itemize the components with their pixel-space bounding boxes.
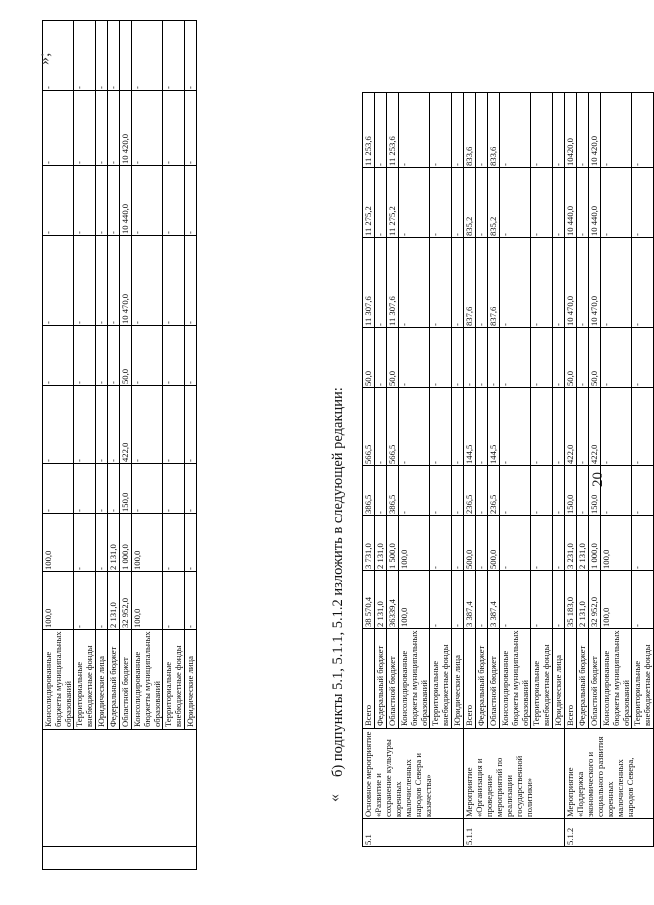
value-cell: - bbox=[464, 328, 476, 388]
value-cell: - bbox=[132, 464, 163, 514]
value-cell: - bbox=[375, 466, 387, 516]
value-cell: 50,0 bbox=[589, 328, 601, 388]
value-cell: - bbox=[452, 238, 464, 328]
value-cell: - bbox=[108, 326, 120, 386]
value-cell: - bbox=[632, 238, 654, 328]
value-cell: 386,5 bbox=[387, 466, 399, 516]
value-cell: 100,0 bbox=[601, 571, 632, 629]
value-cell: - bbox=[43, 21, 74, 91]
value-cell: - bbox=[43, 464, 74, 514]
bottom-table bbox=[362, 92, 654, 847]
item-name: Мероприятие «Организация и проведение мероприятий по реализации государственной политики» bbox=[464, 729, 565, 819]
value-cell: - bbox=[553, 571, 565, 629]
value-cell: - bbox=[74, 236, 96, 326]
value-cell: - bbox=[399, 93, 430, 168]
value-cell: 1 000,0 bbox=[589, 516, 601, 571]
value-cell: 422,0 bbox=[120, 386, 132, 464]
value-cell: - bbox=[163, 386, 185, 464]
value-cell: - bbox=[399, 238, 430, 328]
value-cell: 32 952,0 bbox=[120, 572, 132, 630]
source-label: Территориальные внебюджетные фонды bbox=[163, 630, 185, 730]
source-label: Юридические лица bbox=[553, 629, 565, 729]
value-cell: 10 440,0 bbox=[589, 168, 601, 238]
value-cell: - bbox=[430, 93, 452, 168]
value-cell: - bbox=[553, 388, 565, 466]
value-cell: - bbox=[185, 326, 197, 386]
value-cell: - bbox=[74, 166, 96, 236]
value-cell: - bbox=[476, 328, 488, 388]
value-cell: - bbox=[108, 464, 120, 514]
value-cell: - bbox=[553, 516, 565, 571]
value-cell: 835,2 bbox=[464, 168, 476, 238]
value-cell: - bbox=[74, 572, 96, 630]
value-cell: 11 275,2 bbox=[363, 168, 375, 238]
value-cell: 10 470,0 bbox=[589, 238, 601, 328]
value-cell: - bbox=[488, 328, 500, 388]
value-cell: - bbox=[531, 516, 553, 571]
value-cell: - bbox=[452, 388, 464, 466]
value-cell: - bbox=[577, 388, 589, 466]
value-cell: 236,5 bbox=[488, 466, 500, 516]
value-cell: - bbox=[452, 466, 464, 516]
value-cell: - bbox=[500, 466, 531, 516]
source-label: Юридические лица bbox=[96, 630, 108, 730]
value-cell: - bbox=[375, 388, 387, 466]
value-cell: - bbox=[163, 91, 185, 166]
value-cell: 1 000,0 bbox=[120, 514, 132, 572]
value-cell: - bbox=[452, 93, 464, 168]
value-cell: - bbox=[132, 326, 163, 386]
value-cell: - bbox=[531, 571, 553, 629]
value-cell: - bbox=[96, 464, 108, 514]
value-cell: - bbox=[185, 166, 197, 236]
value-cell: - bbox=[632, 571, 654, 629]
value-cell: 2 131,0 bbox=[577, 516, 589, 571]
table-row bbox=[43, 21, 74, 870]
source-label: Федеральный бюджет bbox=[476, 629, 488, 729]
value-cell: - bbox=[452, 571, 464, 629]
source-label: Областной бюджет bbox=[488, 629, 500, 729]
value-cell: 10 470,0 bbox=[120, 236, 132, 326]
value-cell: - bbox=[74, 386, 96, 464]
value-cell: - bbox=[500, 328, 531, 388]
value-cell: - bbox=[531, 168, 553, 238]
value-cell: - bbox=[632, 328, 654, 388]
value-cell: 422,0 bbox=[565, 388, 577, 466]
value-cell: 38 570,4 bbox=[363, 571, 375, 629]
value-cell: - bbox=[430, 571, 452, 629]
value-cell: 150,0 bbox=[565, 466, 577, 516]
value-cell: 500,0 bbox=[464, 516, 476, 571]
value-cell: - bbox=[74, 21, 96, 91]
value-cell: - bbox=[163, 464, 185, 514]
value-cell: 566,5 bbox=[387, 388, 399, 466]
value-cell: 833,6 bbox=[464, 93, 476, 168]
value-cell: - bbox=[132, 166, 163, 236]
item-number: 5.1.1 bbox=[464, 819, 565, 847]
value-cell: - bbox=[108, 166, 120, 236]
value-cell: - bbox=[96, 236, 108, 326]
value-cell: 11 275,2 bbox=[387, 168, 399, 238]
close-quote: »; bbox=[36, 52, 53, 65]
value-cell: - bbox=[601, 93, 632, 168]
value-cell: 150,0 bbox=[589, 466, 601, 516]
value-cell: - bbox=[500, 238, 531, 328]
value-cell: 11 307,6 bbox=[363, 238, 375, 328]
value-cell: - bbox=[185, 572, 197, 630]
value-cell: - bbox=[96, 91, 108, 166]
value-cell: - bbox=[577, 328, 589, 388]
item-number: 5.1.2 bbox=[565, 819, 654, 847]
table-row bbox=[464, 93, 476, 847]
value-cell: - bbox=[476, 238, 488, 328]
value-cell: 1 500,0 bbox=[387, 516, 399, 571]
value-cell: 100,0 bbox=[399, 516, 430, 571]
value-cell: 11 253,6 bbox=[363, 93, 375, 168]
value-cell: - bbox=[601, 388, 632, 466]
value-cell: - bbox=[476, 516, 488, 571]
value-cell: - bbox=[632, 168, 654, 238]
value-cell: 11 253,6 bbox=[387, 93, 399, 168]
source-label: Областной бюджет bbox=[589, 629, 601, 729]
top-table bbox=[42, 20, 197, 870]
value-cell: - bbox=[452, 168, 464, 238]
value-cell: 386,5 bbox=[363, 466, 375, 516]
source-label: Консолидированные бюджеты муниципальных образований bbox=[601, 629, 632, 729]
value-cell: 422,0 bbox=[589, 388, 601, 466]
value-cell: - bbox=[132, 386, 163, 464]
value-cell: - bbox=[476, 93, 488, 168]
value-cell: - bbox=[399, 328, 430, 388]
value-cell: - bbox=[553, 238, 565, 328]
source-label: Территориальные внебюджетные фонды bbox=[632, 629, 654, 729]
value-cell: - bbox=[185, 514, 197, 572]
value-cell: - bbox=[74, 514, 96, 572]
value-cell: - bbox=[185, 91, 197, 166]
value-cell: 32 952,0 bbox=[589, 571, 601, 629]
item-number: 5.1 bbox=[363, 819, 464, 847]
value-cell: 11 307,6 bbox=[387, 238, 399, 328]
value-cell: 144,5 bbox=[488, 388, 500, 466]
value-cell: 3 731,0 bbox=[363, 516, 375, 571]
value-cell: - bbox=[632, 516, 654, 571]
value-cell: - bbox=[531, 466, 553, 516]
value-cell: - bbox=[577, 238, 589, 328]
value-cell: - bbox=[399, 466, 430, 516]
value-cell: - bbox=[476, 466, 488, 516]
source-label: Федеральный бюджет bbox=[108, 630, 120, 730]
source-label: Всего bbox=[565, 629, 577, 729]
value-cell: - bbox=[531, 328, 553, 388]
value-cell: - bbox=[476, 388, 488, 466]
table-row bbox=[565, 93, 577, 847]
value-cell: 10420,0 bbox=[565, 93, 577, 168]
source-label: Всего bbox=[363, 629, 375, 729]
value-cell: 236,5 bbox=[464, 466, 476, 516]
value-cell: - bbox=[577, 93, 589, 168]
value-cell: - bbox=[74, 91, 96, 166]
value-cell: - bbox=[577, 466, 589, 516]
value-cell: - bbox=[163, 21, 185, 91]
value-cell: - bbox=[430, 388, 452, 466]
value-cell: 10 440,0 bbox=[120, 166, 132, 236]
source-label: Областной бюджет bbox=[387, 629, 399, 729]
value-cell: - bbox=[430, 238, 452, 328]
source-label: Территориальные внебюджетные фонды bbox=[74, 630, 96, 730]
value-cell: - bbox=[96, 166, 108, 236]
value-cell: - bbox=[96, 514, 108, 572]
value-cell: - bbox=[500, 93, 531, 168]
value-cell: - bbox=[108, 236, 120, 326]
value-cell: - bbox=[430, 328, 452, 388]
caption-text: б) подпункты 5.1, 5.1.1, 5.1.2 изложить в следующей редакции: bbox=[330, 387, 346, 777]
value-cell: 50,0 bbox=[387, 328, 399, 388]
source-label: Областной бюджет bbox=[120, 630, 132, 730]
value-cell: 150,0 bbox=[120, 464, 132, 514]
value-cell: - bbox=[163, 572, 185, 630]
value-cell: - bbox=[43, 386, 74, 464]
value-cell: - bbox=[43, 166, 74, 236]
value-cell: - bbox=[399, 168, 430, 238]
value-cell: - bbox=[163, 166, 185, 236]
source-label: Юридические лица bbox=[185, 630, 197, 730]
empty-num-cell bbox=[43, 847, 197, 870]
value-cell: 3 231,0 bbox=[565, 516, 577, 571]
item-name: Основное мероприятие «Развитие и сохранение культуры коренных малочисленных народов Севера и казачества» bbox=[363, 729, 464, 819]
value-cell: - bbox=[96, 326, 108, 386]
empty-name-cell bbox=[43, 730, 197, 847]
value-cell: - bbox=[132, 91, 163, 166]
value-cell: 36339,4 bbox=[387, 571, 399, 629]
value-cell: 50,0 bbox=[363, 328, 375, 388]
value-cell: 10 420,0 bbox=[120, 91, 132, 166]
value-cell: - bbox=[399, 388, 430, 466]
value-cell: - bbox=[601, 238, 632, 328]
value-cell: - bbox=[43, 236, 74, 326]
value-cell: - bbox=[96, 572, 108, 630]
source-label: Территориальные внебюджетные фонды bbox=[430, 629, 452, 729]
value-cell: - bbox=[500, 168, 531, 238]
value-cell: - bbox=[531, 238, 553, 328]
value-cell: 2 131,0 bbox=[108, 572, 120, 630]
open-quote: « bbox=[326, 794, 343, 802]
value-cell: 144,5 bbox=[464, 388, 476, 466]
value-cell: 35 183,0 bbox=[565, 571, 577, 629]
value-cell: - bbox=[632, 388, 654, 466]
value-cell: - bbox=[531, 388, 553, 466]
value-cell: 500,0 bbox=[488, 516, 500, 571]
value-cell: 100,0 bbox=[43, 514, 74, 572]
value-cell: - bbox=[132, 21, 163, 91]
value-cell: 3 387,4 bbox=[464, 571, 476, 629]
value-cell: 566,5 bbox=[363, 388, 375, 466]
value-cell: - bbox=[96, 21, 108, 91]
value-cell: 100,0 bbox=[399, 571, 430, 629]
value-cell: 100,0 bbox=[43, 572, 74, 630]
value-cell: 10 470,0 bbox=[565, 238, 577, 328]
value-cell: 2 131,0 bbox=[375, 516, 387, 571]
value-cell: - bbox=[108, 91, 120, 166]
value-cell: - bbox=[96, 386, 108, 464]
value-cell: 833,6 bbox=[488, 93, 500, 168]
value-cell: - bbox=[375, 168, 387, 238]
value-cell: - bbox=[74, 464, 96, 514]
value-cell: - bbox=[577, 168, 589, 238]
value-cell: 2 131,0 bbox=[577, 571, 589, 629]
value-cell: - bbox=[430, 466, 452, 516]
value-cell: - bbox=[375, 238, 387, 328]
source-label: Консолидированные бюджеты муниципальных образований bbox=[43, 630, 74, 730]
value-cell: - bbox=[132, 236, 163, 326]
value-cell: 10 440,0 bbox=[565, 168, 577, 238]
source-label: Территориальные внебюджетные фонды bbox=[531, 629, 553, 729]
value-cell: - bbox=[430, 516, 452, 571]
value-cell: - bbox=[43, 326, 74, 386]
value-cell: 835,2 bbox=[488, 168, 500, 238]
value-cell: - bbox=[108, 21, 120, 91]
value-cell: - bbox=[185, 21, 197, 91]
value-cell: - bbox=[500, 571, 531, 629]
value-cell: - bbox=[553, 466, 565, 516]
value-cell: - bbox=[601, 168, 632, 238]
source-label: Консолидированные бюджеты муниципальных образований bbox=[132, 630, 163, 730]
source-label: Консолидированные бюджеты муниципальных образований bbox=[399, 629, 430, 729]
value-cell: - bbox=[163, 514, 185, 572]
value-cell: - bbox=[430, 168, 452, 238]
value-cell: 837,6 bbox=[464, 238, 476, 328]
value-cell: - bbox=[452, 516, 464, 571]
source-label: Всего bbox=[464, 629, 476, 729]
value-cell: 100,0 bbox=[601, 516, 632, 571]
source-label: Юридические лица bbox=[452, 629, 464, 729]
value-cell: 10 420,0 bbox=[589, 93, 601, 168]
value-cell: - bbox=[185, 236, 197, 326]
value-cell: 50,0 bbox=[120, 326, 132, 386]
source-label: Консолидированные бюджеты муниципальных образований bbox=[500, 629, 531, 729]
value-cell: - bbox=[185, 386, 197, 464]
value-cell: 100,0 bbox=[132, 572, 163, 630]
value-cell: - bbox=[163, 326, 185, 386]
value-cell: - bbox=[375, 328, 387, 388]
value-cell: - bbox=[632, 466, 654, 516]
value-cell: 3 387,4 bbox=[488, 571, 500, 629]
value-cell: - bbox=[601, 466, 632, 516]
value-cell: - bbox=[601, 328, 632, 388]
value-cell: - bbox=[553, 93, 565, 168]
value-cell: - bbox=[476, 168, 488, 238]
value-cell: - bbox=[476, 571, 488, 629]
value-cell bbox=[120, 21, 132, 91]
item-name: Мероприятие «Поддержка экономического и социального развития коренных малочисленных народов Севера, bbox=[565, 729, 654, 819]
value-cell: - bbox=[553, 328, 565, 388]
value-cell: - bbox=[452, 328, 464, 388]
page-number: 20 bbox=[590, 472, 606, 487]
value-cell: - bbox=[74, 326, 96, 386]
source-label: Федеральный бюджет bbox=[375, 629, 387, 729]
value-cell: - bbox=[500, 516, 531, 571]
value-cell: 2 131,0 bbox=[375, 571, 387, 629]
value-cell: - bbox=[108, 386, 120, 464]
value-cell: 2 131,0 bbox=[108, 514, 120, 572]
value-cell: - bbox=[43, 91, 74, 166]
source-label: Федеральный бюджет bbox=[577, 629, 589, 729]
value-cell: - bbox=[632, 93, 654, 168]
value-cell: - bbox=[500, 388, 531, 466]
value-cell: - bbox=[185, 464, 197, 514]
value-cell: 837,6 bbox=[488, 238, 500, 328]
value-cell: - bbox=[553, 168, 565, 238]
value-cell: 50,0 bbox=[565, 328, 577, 388]
value-cell: 100,0 bbox=[132, 514, 163, 572]
table-row bbox=[363, 93, 375, 847]
value-cell: - bbox=[375, 93, 387, 168]
value-cell: - bbox=[163, 236, 185, 326]
value-cell: - bbox=[531, 93, 553, 168]
